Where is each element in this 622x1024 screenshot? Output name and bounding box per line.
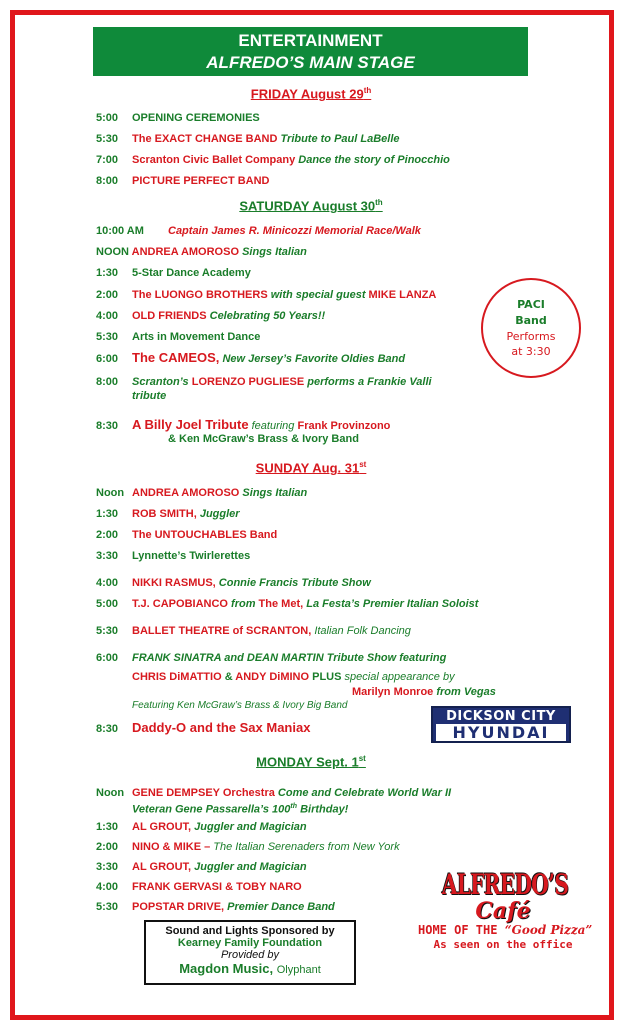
header-title: ENTERTAINMENT: [238, 31, 383, 50]
paci-band-callout: [481, 278, 581, 378]
list-item: 5:30 The EXACT CHANGE BAND Tribute to Paul LaBelle: [96, 133, 400, 145]
dickson-city-hyundai-logo: [431, 706, 571, 743]
sponsor-line: Kearney Family Foundation: [177, 937, 323, 949]
list-item: Noon GENE DEMPSEY Orchestra Come and Celebrate World War II: [96, 787, 452, 799]
list-item: 4:00 FRANK GERVASI & TOBY NARO: [96, 881, 302, 893]
sponsor-box: [144, 920, 356, 985]
list-item: 2:00 The LUONGO BROTHERS with special guest MIKE LANZA: [96, 289, 437, 301]
list-item-continued: CHRIS DiMATTIO & ANDY DiMINO PLUS special appearance by: [132, 671, 455, 683]
list-item: 5:00 OPENING CEREMONIES: [96, 112, 260, 124]
header-banner: [93, 27, 528, 76]
list-item: 7:00 Scranton Civic Ballet Company Dance the story of Pinocchio: [96, 154, 450, 166]
list-item-continued: Featuring Ken McGraw’s Brass & Ivory Big Band: [132, 700, 348, 711]
callout-line: at 3:30: [511, 345, 551, 358]
day-heading-sunday: SUNDAY Aug. 31st: [255, 460, 367, 476]
callout-line: PACI: [517, 298, 545, 311]
logo-text: Café: [475, 898, 531, 924]
list-item: 6:00 FRANK SINATRA and DEAN MARTIN Tribute Show featuring: [96, 652, 447, 664]
list-item: 4:00 OLD FRIENDS Celebrating 50 Years!!: [96, 310, 326, 322]
list-item: 10:00 AM Captain James R. Minicozzi Memorial Race/Walk: [96, 225, 421, 237]
list-item: 1:30 AL GROUT, Juggler and Magician: [96, 821, 307, 833]
list-item: 2:00 NINO & MIKE – The Italian Serenaders from New York: [96, 841, 400, 853]
list-item: Noon ANDREA AMOROSO Sings Italian: [96, 487, 308, 499]
list-item: 8:00 Scranton’s LORENZO PUGLIESE performs a Frankie Valli: [96, 376, 432, 388]
callout-line: Band: [515, 314, 547, 327]
logo-text: As seen on the office: [433, 938, 573, 951]
list-item: NOON ANDREA AMOROSO Sings Italian: [96, 246, 307, 258]
list-item: 8:00 PICTURE PERFECT BAND: [96, 175, 270, 187]
list-item: 3:30 Lynnette’s Twirlerettes: [96, 550, 251, 562]
list-item-continued: Veteran Gene Passarella’s 100th Birthday!: [132, 803, 349, 816]
list-item: 6:00 The CAMEOS, New Jersey’s Favorite Oldies Band: [96, 350, 406, 365]
list-item: 5:30 Arts in Movement Dance: [96, 331, 261, 343]
list-item-continued: & Ken McGraw’s Brass & Ivory Band: [168, 433, 359, 445]
list-item: 5:30 BALLET THEATRE of SCRANTON, Italian Folk Dancing: [96, 625, 411, 637]
day-heading-saturday: SATURDAY August 30th: [239, 198, 383, 214]
list-item: 3:30 AL GROUT, Juggler and Magician: [96, 861, 307, 873]
logo-text: HOME OF THE “Good Pizza”: [418, 923, 593, 937]
alfredos-cafe-logo: [418, 868, 593, 980]
list-item: 5:00 T.J. CAPOBIANCO from The Met, La Festa’s Premier Italian Soloist: [96, 598, 479, 610]
list-item-continued: Marilyn Monroe from Vegas: [352, 686, 496, 698]
list-item: 1:30 5-Star Dance Academy: [96, 267, 251, 279]
list-item: 4:00 NIKKI RASMUS, Connie Francis Tribute Show: [96, 577, 371, 589]
header-subtitle: ALFREDO’S MAIN STAGE: [206, 53, 415, 72]
sponsor-line: Sound and Lights Sponsored by: [165, 925, 335, 937]
list-item: 5:30 POPSTAR DRIVE, Premier Dance Band: [96, 901, 335, 913]
sponsor-line: Provided by: [220, 949, 280, 961]
list-item: 8:30 Daddy-O and the Sax Maniax: [96, 720, 311, 735]
list-item: 8:30 A Billy Joel Tribute featuring Frank Provinzono: [96, 417, 391, 432]
logo-text: DICKSON CITY: [446, 709, 556, 724]
list-item: 2:00 The UNTOUCHABLES Band: [96, 529, 278, 541]
list-item-continued: tribute: [132, 390, 167, 402]
day-heading-monday: MONDAY Sept. 1st: [256, 754, 366, 770]
logo-text: HYUNDAI: [436, 724, 566, 741]
logo-text: ALFREDO’S: [441, 868, 569, 901]
list-item: 1:30 ROB SMITH, Juggler: [96, 508, 240, 520]
callout-line: Performs: [506, 330, 556, 343]
day-heading-friday: FRIDAY August 29th: [250, 86, 372, 102]
sponsor-line: Magdon Music, Olyphant: [179, 961, 321, 976]
